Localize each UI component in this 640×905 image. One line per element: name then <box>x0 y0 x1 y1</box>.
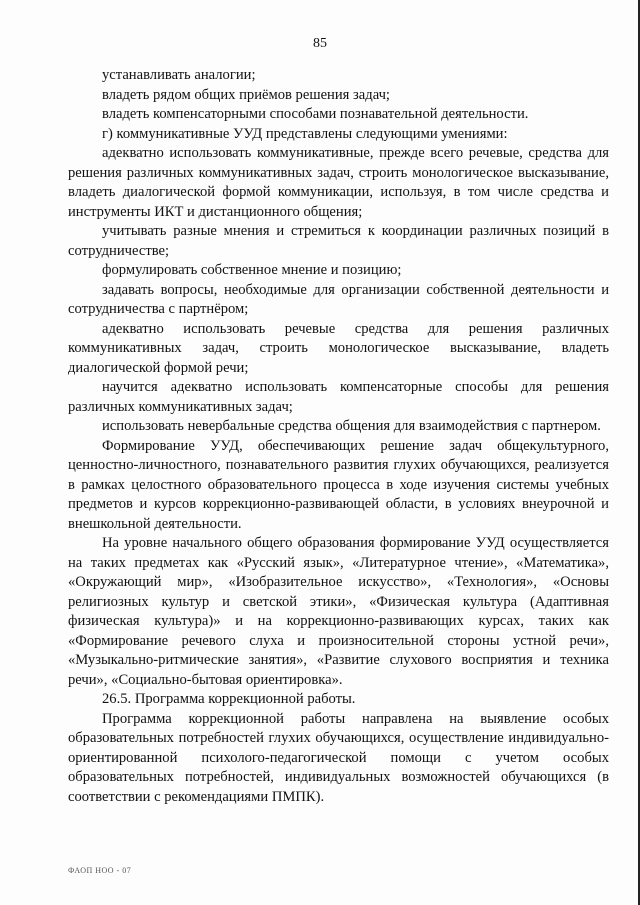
paragraph: формулировать собственное мнение и позицию; <box>102 262 402 278</box>
paragraph: Программа коррекционной работы направлена на выявление особых образовательных потребностей глухих обучающихся, осуществление индивидуально-ориентированной психолого-педагогической помощи с учетом особых образовательных потребностей, индивидуальных возможностей обучающихся (в соответствии с рекомендациями ПМПК). <box>68 710 609 805</box>
paragraph: задавать вопросы, необходимые для организации собственной деятельности и сотрудничества с партнёром; <box>68 281 609 317</box>
paragraph: владеть компенсаторными способами познавательной деятельности. <box>102 106 529 122</box>
paragraph: Формирование УУД, обеспечивающих решение задач общекультурного, ценностно-личностного, познавательного развития глухих обучающихся, реализуется в рамках целостного образовательного процесса в ходе изучения системы учебных предметов и курсов коррекционно-развивающей области, в условиях внеурочной и внешкольной деятельности. <box>68 437 609 532</box>
paragraph: устанавливать аналогии; <box>102 67 256 83</box>
paragraph: г) коммуникативные УУД представлены следующими умениями: <box>102 125 508 142</box>
section-heading: 26.5. Программа коррекционной работы. <box>102 691 356 707</box>
paragraph: научится адекватно использовать компенсаторные способы для решения различных коммуникативных задач; <box>68 379 609 415</box>
paragraph: На уровне начального общего образования формирование УУД осуществляется на таких предметах как «Русский язык», «Литературное чтение», «Математика», «Окружающий мир», «Изобразительное искусство», «Технология», «Основы религиозных культур и светской этики», «Физическая культура (Адаптивная физическая культура)» и на коррекционно-развивающих курсах, таких как «Формирование речевого слуха и произносительной стороны устной речи», «Музыкально-ритмические занятия», «Развитие слухового восприятия и техника речи», «Социально-бытовая ориентировка». <box>68 535 609 688</box>
paragraph: владеть рядом общих приёмов решения задач; <box>102 86 390 103</box>
page-number: 85 <box>313 36 327 51</box>
paragraph: адекватно использовать речевые средства для решения различных коммуникативных задач, строить монологическое высказывание, владеть диалогической формой речи; <box>68 320 609 376</box>
footer-code: ФАОП НОО - 07 <box>68 866 132 875</box>
body-text <box>68 66 609 807</box>
paragraph: адекватно использовать коммуникативные, прежде всего речевые, средства для решения различных коммуникативных задач, строить монологическое высказывание, владеть диалогической формой коммуникации, используя, в том числе средства и инструменты ИКТ и дистанционного общения; <box>68 145 609 220</box>
paragraph: учитывать разные мнения и стремиться к координации различных позиций в сотрудничестве; <box>68 223 609 259</box>
paragraph: использовать невербальные средства общения для взаимодействия с партнером. <box>102 418 601 434</box>
